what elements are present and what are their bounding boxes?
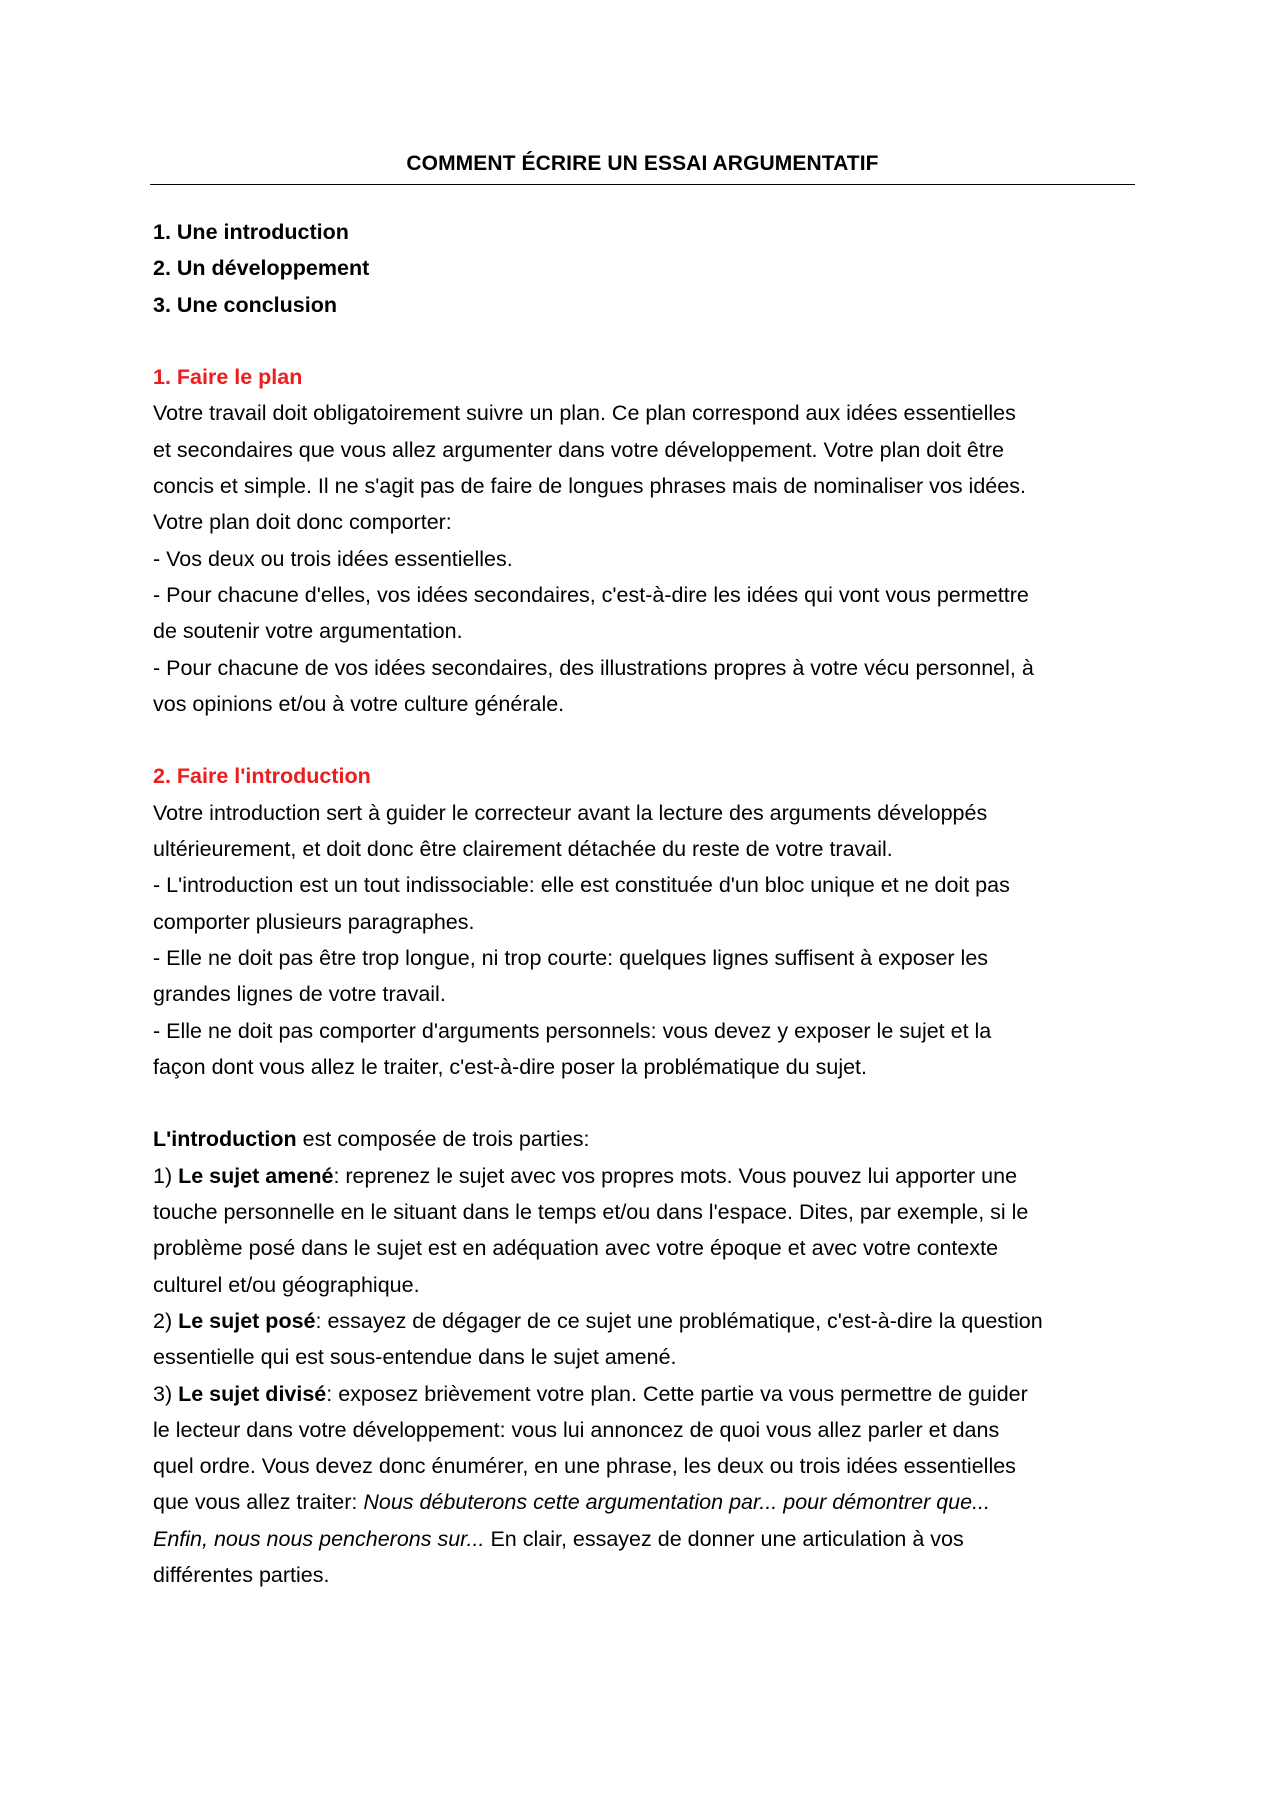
intro-part-2	[153, 1303, 1133, 1339]
plain-text: que vous allez traiter:	[153, 1490, 364, 1515]
paragraph-line: ultérieurement, et doit donc être clairement détachée du reste de votre travail.	[153, 837, 893, 862]
spacer	[153, 323, 1133, 359]
section-heading-introduction: 2. Faire l'introduction	[153, 764, 371, 789]
paragraph-line: - L'introduction est un tout indissociable: elle est constituée d'un bloc unique et ne doit pas	[153, 873, 1010, 898]
paragraph-line: vos opinions et/ou à votre culture générale.	[153, 691, 565, 716]
bold-term: L'introduction	[153, 1127, 297, 1152]
paragraph-line: façon dont vous allez le traiter, c'est-à-dire poser la problématique du sujet.	[153, 1054, 867, 1079]
outline-item: 1. Une introduction	[153, 220, 349, 244]
paragraph-line: de soutenir votre argumentation.	[153, 619, 463, 644]
bold-term: Le sujet divisé	[178, 1381, 327, 1406]
paragraph-line: Votre travail doit obligatoirement suivre un plan. Ce plan correspond aux idées essentielles	[153, 401, 1016, 426]
paragraph-line: problème posé dans le sujet est en adéquation avec votre époque et avec votre contexte	[153, 1236, 999, 1261]
lead-text: est composée de trois parties:	[296, 1127, 590, 1152]
paragraph-line	[153, 1521, 1133, 1557]
paragraph-line: comporter plusieurs paragraphes.	[153, 909, 475, 934]
spacer	[153, 722, 1133, 758]
intro-part-3	[153, 1376, 1133, 1412]
paragraph-line: concis et simple. Il ne s'agit pas de faire de longues phrases mais de nominaliser vos idées.	[153, 474, 1026, 499]
paragraph-line: quel ordre. Vous devez donc énumérer, en une phrase, les deux ou trois idées essentielles	[153, 1454, 1016, 1479]
paragraph-line: différentes parties.	[153, 1562, 330, 1587]
bold-term: Le sujet amené	[178, 1163, 334, 1188]
paragraph-line: culturel et/ou géographique.	[153, 1272, 420, 1297]
paragraph-line: Votre plan doit donc comporter:	[153, 510, 452, 535]
paragraph-line: Votre introduction sert à guider le correcteur avant la lecture des arguments développés	[153, 800, 988, 825]
paragraph-line	[153, 1484, 1133, 1520]
section-heading-plan: 1. Faire le plan	[153, 365, 303, 390]
paragraph-line: et secondaires que vous allez argumenter dans votre développement. Votre plan doit être	[153, 437, 1004, 462]
document-title: COMMENT ÉCRIRE UN ESSAI ARGUMENTATIF	[406, 152, 879, 175]
intro-part-1	[153, 1158, 1133, 1194]
italic-text: Enfin, nous nous pencherons sur...	[153, 1526, 485, 1551]
part-number: 3)	[153, 1381, 179, 1406]
intro-parts-lead	[153, 1121, 1133, 1157]
paragraph-line: - Elle ne doit pas être trop longue, ni trop courte: quelques lignes suffisent à exposer les	[153, 945, 989, 970]
paragraph-line: essentielle qui est sous-entendue dans le sujet amené.	[153, 1345, 677, 1370]
paragraph-line: touche personnelle en le situant dans le temps et/ou dans l'espace. Dites, par exemple, si le	[153, 1200, 1029, 1225]
part-text: : essayez de dégager de ce sujet une problématique, c'est-à-dire la question	[315, 1308, 1043, 1333]
title-block	[150, 152, 1135, 185]
spacer	[153, 1085, 1133, 1121]
part-text: : exposez brièvement votre plan. Cette partie va vous permettre de guider	[326, 1381, 1028, 1406]
part-text: : reprenez le sujet avec vos propres mots. Vous pouvez lui apporter une	[333, 1163, 1018, 1188]
outline-item: 3. Une conclusion	[153, 292, 337, 317]
paragraph-line: - Pour chacune d'elles, vos idées secondaires, c'est-à-dire les idées qui vont vous permettre	[153, 582, 1029, 607]
plain-text: En clair, essayez de donner une articulation à vos	[484, 1526, 964, 1551]
bold-term: Le sujet posé	[178, 1308, 316, 1333]
part-number: 1)	[153, 1163, 179, 1188]
paragraph-line: - Pour chacune de vos idées secondaires, des illustrations propres à votre vécu personnel, à	[153, 655, 1034, 680]
paragraph-line: le lecteur dans votre développement: vous lui annoncez de quoi vous allez parler et dans	[153, 1417, 1000, 1442]
paragraph-line: - Elle ne doit pas comporter d'arguments personnels: vous devez y exposer le sujet et la	[153, 1018, 992, 1043]
paragraph-line: grandes lignes de votre travail.	[153, 982, 446, 1007]
paragraph-line: - Vos deux ou trois idées essentielles.	[153, 546, 513, 571]
outline-item: 2. Un développement	[153, 256, 370, 281]
document-body	[153, 214, 1133, 1593]
part-number: 2)	[153, 1308, 179, 1333]
italic-text: Nous débuterons cette argumentation par... pour démontrer que...	[363, 1490, 991, 1515]
